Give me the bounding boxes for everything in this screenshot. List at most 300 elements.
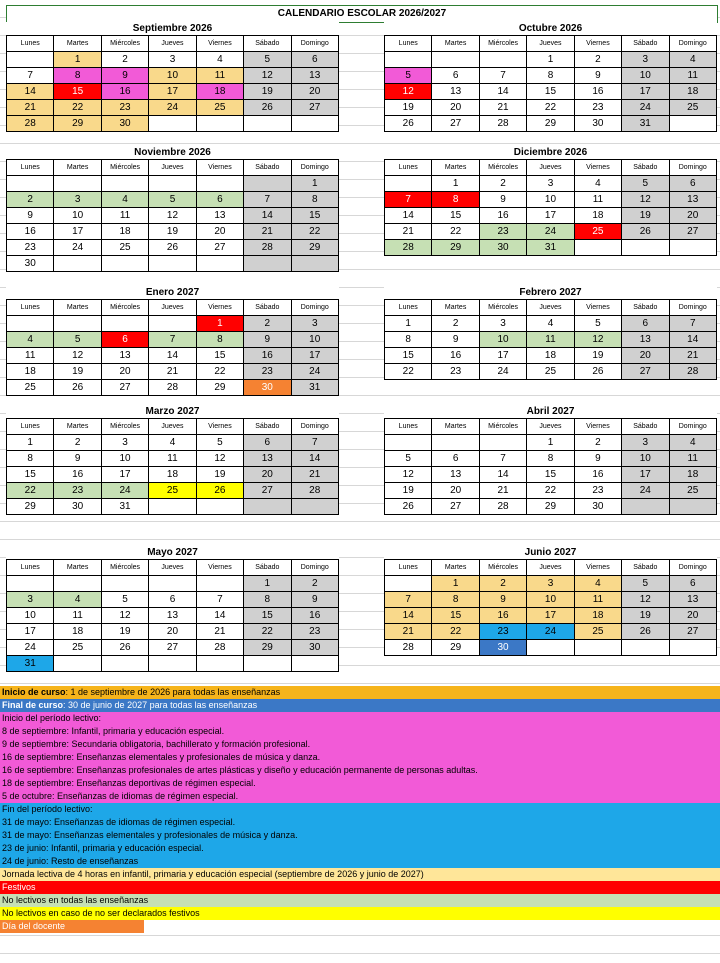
day-cell: 19: [384, 100, 432, 116]
day-cell: 22: [527, 100, 574, 116]
day-cell: [6, 576, 54, 592]
week-row: [6, 364, 339, 380]
day-cell: 13: [149, 608, 196, 624]
legend-item: [0, 829, 720, 842]
day-cell: 19: [197, 467, 244, 483]
weekday-label: Viernes: [197, 419, 244, 435]
weekday-label: Martes: [432, 36, 479, 52]
day-cell: 29: [527, 116, 574, 132]
day-cell: [102, 576, 149, 592]
weekday-label: Lunes: [384, 300, 432, 316]
day-cell: 22: [432, 624, 479, 640]
day-cell: [575, 640, 622, 656]
weekday-label: Martes: [432, 160, 479, 176]
day-cell: 9: [480, 192, 527, 208]
weekday-label: Miércoles: [480, 560, 527, 576]
day-cell: [244, 656, 291, 672]
day-cell: 21: [244, 224, 291, 240]
day-cell: [54, 256, 101, 272]
day-cell: 4: [670, 435, 717, 451]
day-cell: 2: [292, 576, 339, 592]
day-cell: 21: [384, 224, 432, 240]
legend-item-text: Festivos: [2, 882, 36, 892]
day-cell: 22: [384, 364, 432, 380]
weekday-label: Miércoles: [102, 160, 149, 176]
day-cell: 7: [480, 451, 527, 467]
day-cell: 24: [480, 364, 527, 380]
day-cell: 7: [384, 192, 432, 208]
weekday-label: Domingo: [670, 419, 717, 435]
day-cell: 14: [149, 348, 196, 364]
day-cell: 8: [527, 451, 574, 467]
day-cell: 17: [149, 84, 196, 100]
weekday-label: Sábado: [244, 160, 291, 176]
day-cell: 26: [197, 483, 244, 499]
weekday-header: [384, 300, 717, 316]
day-cell: 12: [575, 332, 622, 348]
day-cell: 23: [432, 364, 479, 380]
day-cell: 25: [575, 224, 622, 240]
week-row: [6, 84, 339, 100]
weekday-label: Lunes: [384, 36, 432, 52]
weekday-label: Viernes: [197, 560, 244, 576]
weekday-label: Martes: [432, 300, 479, 316]
week-row: [384, 624, 717, 640]
month-calendar: [384, 405, 717, 515]
weekday-label: Domingo: [292, 300, 339, 316]
week-row: [6, 467, 339, 483]
day-cell: 6: [197, 192, 244, 208]
day-cell: 24: [102, 483, 149, 499]
day-cell: 6: [670, 176, 717, 192]
legend-item: [0, 803, 720, 816]
day-cell: 4: [102, 192, 149, 208]
week-row: [6, 116, 339, 132]
day-cell: 15: [432, 208, 479, 224]
day-cell: 28: [292, 483, 339, 499]
day-cell: 19: [102, 624, 149, 640]
weekday-label: Martes: [432, 419, 479, 435]
day-cell: 20: [102, 364, 149, 380]
weekday-label: Lunes: [384, 560, 432, 576]
day-cell: 10: [54, 208, 101, 224]
day-cell: 18: [527, 348, 574, 364]
day-cell: [6, 316, 54, 332]
day-cell: [197, 576, 244, 592]
day-cell: 23: [102, 100, 149, 116]
day-cell: [670, 499, 717, 515]
day-cell: 14: [384, 208, 432, 224]
day-cell: 25: [527, 364, 574, 380]
week-row: [384, 316, 717, 332]
day-cell: 22: [197, 364, 244, 380]
day-cell: 26: [102, 640, 149, 656]
day-cell: 25: [54, 640, 101, 656]
day-cell: 16: [54, 467, 101, 483]
day-cell: 4: [527, 316, 574, 332]
weekday-label: Martes: [432, 560, 479, 576]
day-cell: 12: [197, 451, 244, 467]
day-cell: [149, 576, 196, 592]
day-cell: 1: [527, 52, 574, 68]
day-cell: 25: [670, 100, 717, 116]
day-cell: 10: [622, 68, 669, 84]
day-cell: 1: [244, 576, 291, 592]
weekday-label: Viernes: [197, 300, 244, 316]
day-cell: 30: [575, 116, 622, 132]
day-cell: 7: [670, 316, 717, 332]
day-cell: 24: [292, 364, 339, 380]
day-cell: [622, 640, 669, 656]
day-cell: 6: [292, 52, 339, 68]
day-cell: 10: [622, 451, 669, 467]
day-cell: 9: [244, 332, 291, 348]
day-cell: 25: [6, 380, 54, 396]
day-cell: 31: [6, 656, 54, 672]
day-cell: 4: [197, 52, 244, 68]
day-cell: 17: [292, 348, 339, 364]
day-cell: 10: [6, 608, 54, 624]
day-cell: 7: [6, 68, 54, 84]
day-cell: [384, 435, 432, 451]
day-cell: 26: [54, 380, 101, 396]
day-cell: 25: [197, 100, 244, 116]
weekday-label: Jueves: [527, 300, 574, 316]
day-cell: 4: [670, 52, 717, 68]
day-cell: 11: [54, 608, 101, 624]
day-cell: 3: [622, 435, 669, 451]
day-cell: 5: [622, 576, 669, 592]
day-cell: 15: [527, 467, 574, 483]
weekday-header: [384, 36, 717, 52]
day-cell: 15: [54, 84, 101, 100]
day-cell: [197, 176, 244, 192]
weekday-label: Viernes: [575, 160, 622, 176]
weekday-label: Domingo: [670, 160, 717, 176]
day-cell: 17: [480, 348, 527, 364]
day-cell: 14: [197, 608, 244, 624]
day-cell: 5: [102, 592, 149, 608]
weekday-label: Sábado: [244, 560, 291, 576]
day-cell: 23: [244, 364, 291, 380]
day-cell: 21: [149, 364, 196, 380]
day-cell: 8: [54, 68, 101, 84]
day-cell: 5: [54, 332, 101, 348]
legend-item: [0, 751, 720, 764]
day-cell: 24: [54, 240, 101, 256]
weekday-label: Jueves: [149, 160, 196, 176]
day-cell: 18: [149, 467, 196, 483]
week-row: [6, 100, 339, 116]
day-cell: 14: [384, 608, 432, 624]
day-cell: 1: [384, 316, 432, 332]
day-cell: 14: [480, 467, 527, 483]
day-cell: 4: [54, 592, 101, 608]
day-cell: 24: [622, 100, 669, 116]
weekday-label: Domingo: [670, 300, 717, 316]
day-cell: 26: [575, 364, 622, 380]
day-cell: 13: [432, 84, 479, 100]
day-cell: 4: [149, 435, 196, 451]
day-cell: 21: [670, 348, 717, 364]
day-cell: 22: [292, 224, 339, 240]
day-cell: 23: [575, 100, 622, 116]
day-cell: 26: [622, 624, 669, 640]
day-cell: 25: [575, 624, 622, 640]
week-row: [6, 435, 339, 451]
day-cell: 16: [292, 608, 339, 624]
day-cell: [622, 240, 669, 256]
weekday-label: Sábado: [622, 560, 669, 576]
day-cell: 28: [244, 240, 291, 256]
day-cell: 19: [149, 224, 196, 240]
day-cell: 8: [432, 192, 479, 208]
day-cell: 18: [197, 84, 244, 100]
day-cell: 20: [432, 483, 479, 499]
day-cell: 22: [432, 224, 479, 240]
weekday-label: Viernes: [575, 36, 622, 52]
weekday-label: Miércoles: [480, 300, 527, 316]
month-title: Diciembre 2026: [384, 146, 717, 160]
weekday-header: [6, 36, 339, 52]
day-cell: [384, 52, 432, 68]
day-cell: [54, 316, 101, 332]
day-cell: 16: [432, 348, 479, 364]
day-cell: 21: [292, 467, 339, 483]
legend-item-text: Jornada lectiva de 4 horas en infantil, primaria y educación especial (septiembre de 2026 y junio de 2027): [2, 869, 424, 879]
day-cell: 20: [670, 208, 717, 224]
week-row: [384, 68, 717, 84]
day-cell: 4: [575, 576, 622, 592]
weekday-label: Jueves: [527, 560, 574, 576]
day-cell: 16: [480, 608, 527, 624]
day-cell: 25: [149, 483, 196, 499]
weekday-label: Sábado: [244, 36, 291, 52]
day-cell: 30: [292, 640, 339, 656]
week-row: [6, 348, 339, 364]
day-cell: 9: [480, 592, 527, 608]
day-cell: 28: [480, 116, 527, 132]
weekday-label: Domingo: [670, 36, 717, 52]
month-title: Enero 2027: [6, 286, 339, 300]
weekday-label: Sábado: [622, 160, 669, 176]
day-cell: [292, 116, 339, 132]
day-cell: 14: [6, 84, 54, 100]
day-cell: 8: [432, 592, 479, 608]
day-cell: 29: [292, 240, 339, 256]
day-cell: 17: [527, 608, 574, 624]
day-cell: [197, 256, 244, 272]
weekday-label: Miércoles: [102, 419, 149, 435]
day-cell: 15: [384, 348, 432, 364]
weekday-label: Viernes: [575, 300, 622, 316]
day-cell: 12: [149, 208, 196, 224]
day-cell: 28: [480, 499, 527, 515]
week-row: [6, 592, 339, 608]
week-row: [6, 256, 339, 272]
week-row: [384, 208, 717, 224]
month-calendar: [6, 146, 339, 272]
day-cell: 9: [102, 68, 149, 84]
day-cell: 18: [102, 224, 149, 240]
day-cell: [480, 52, 527, 68]
week-row: [6, 208, 339, 224]
week-row: [6, 499, 339, 515]
week-row: [384, 224, 717, 240]
legend-item: [0, 907, 720, 920]
day-cell: 12: [244, 68, 291, 84]
weekday-label: Miércoles: [102, 36, 149, 52]
week-row: [6, 451, 339, 467]
weekday-label: Viernes: [197, 160, 244, 176]
day-cell: 20: [432, 100, 479, 116]
day-cell: [149, 499, 196, 515]
day-cell: 2: [480, 176, 527, 192]
day-cell: [197, 499, 244, 515]
day-cell: 26: [244, 100, 291, 116]
day-cell: 1: [432, 176, 479, 192]
day-cell: [384, 176, 432, 192]
legend: [0, 686, 720, 933]
day-cell: 14: [244, 208, 291, 224]
day-cell: 28: [670, 364, 717, 380]
day-cell: 9: [6, 208, 54, 224]
day-cell: 11: [670, 451, 717, 467]
day-cell: 28: [6, 116, 54, 132]
day-cell: 12: [622, 192, 669, 208]
day-cell: 18: [54, 624, 101, 640]
week-row: [384, 592, 717, 608]
day-cell: 3: [6, 592, 54, 608]
day-cell: 21: [480, 100, 527, 116]
day-cell: [197, 656, 244, 672]
day-cell: 15: [244, 608, 291, 624]
legend-item-bold: Inicio de curso: [2, 687, 66, 697]
day-cell: 10: [480, 332, 527, 348]
day-cell: 7: [244, 192, 291, 208]
day-cell: 7: [384, 592, 432, 608]
week-row: [6, 52, 339, 68]
day-cell: 30: [575, 499, 622, 515]
day-cell: 3: [527, 576, 574, 592]
day-cell: 30: [244, 380, 291, 396]
day-cell: 22: [244, 624, 291, 640]
day-cell: 10: [149, 68, 196, 84]
weekday-label: Sábado: [244, 419, 291, 435]
week-row: [6, 224, 339, 240]
day-cell: 5: [384, 68, 432, 84]
day-cell: 27: [432, 499, 479, 515]
day-cell: 10: [102, 451, 149, 467]
weekday-label: Jueves: [149, 36, 196, 52]
day-cell: 9: [54, 451, 101, 467]
day-cell: 27: [670, 224, 717, 240]
day-cell: [575, 240, 622, 256]
day-cell: 29: [527, 499, 574, 515]
day-cell: 15: [6, 467, 54, 483]
day-cell: 24: [622, 483, 669, 499]
legend-item-text: 9 de septiembre: Secundaria obligatoria, bachillerato y formación profesional.: [2, 739, 311, 749]
day-cell: 18: [670, 467, 717, 483]
day-cell: 3: [102, 435, 149, 451]
day-cell: 1: [197, 316, 244, 332]
legend-item-text: : 30 de junio de 2027 para todas las enseñanzas: [63, 700, 258, 710]
weekday-label: Martes: [54, 160, 101, 176]
legend-item: [0, 842, 720, 855]
legend-item-text: 5 de octubre: Enseñanzas de idiomas de régimen especial.: [2, 791, 239, 801]
legend-item-text: Inicio del período lectivo:: [2, 713, 102, 723]
week-row: [6, 316, 339, 332]
day-cell: 1: [292, 176, 339, 192]
day-cell: 13: [292, 68, 339, 84]
day-cell: [54, 656, 101, 672]
day-cell: 15: [197, 348, 244, 364]
month-title: Febrero 2027: [384, 286, 717, 300]
week-row: [384, 192, 717, 208]
weekday-label: Martes: [54, 300, 101, 316]
month-title: Marzo 2027: [6, 405, 339, 419]
week-row: [384, 467, 717, 483]
month-title: Septiembre 2026: [6, 22, 339, 36]
day-cell: 24: [527, 224, 574, 240]
weekday-label: Miércoles: [102, 560, 149, 576]
day-cell: 11: [575, 192, 622, 208]
legend-item-text: Día del docente: [2, 921, 66, 931]
weekday-header: [6, 300, 339, 316]
day-cell: 17: [622, 84, 669, 100]
week-row: [384, 499, 717, 515]
day-cell: 19: [575, 348, 622, 364]
legend-item-text: 31 de mayo: Enseñanzas elementales y profesionales de música y danza.: [2, 830, 298, 840]
month-title: Noviembre 2026: [6, 146, 339, 160]
day-cell: [244, 499, 291, 515]
day-cell: 20: [149, 624, 196, 640]
week-row: [384, 100, 717, 116]
day-cell: 22: [527, 483, 574, 499]
day-cell: 28: [197, 640, 244, 656]
day-cell: 23: [6, 240, 54, 256]
day-cell: [622, 499, 669, 515]
day-cell: 23: [54, 483, 101, 499]
day-cell: 17: [527, 208, 574, 224]
day-cell: 1: [432, 576, 479, 592]
day-cell: 6: [149, 592, 196, 608]
legend-item-text: 16 de septiembre: Enseñanzas elementales y profesionales de música y danza.: [2, 752, 321, 762]
weekday-label: Jueves: [149, 560, 196, 576]
week-row: [384, 435, 717, 451]
legend-item-text: 24 de junio: Resto de enseñanzas: [2, 856, 139, 866]
weekday-header: [6, 160, 339, 176]
weekday-label: Jueves: [527, 160, 574, 176]
weekday-label: Viernes: [197, 36, 244, 52]
day-cell: 28: [384, 240, 432, 256]
day-cell: 26: [149, 240, 196, 256]
day-cell: 30: [480, 640, 527, 656]
weekday-label: Viernes: [575, 560, 622, 576]
day-cell: 13: [670, 592, 717, 608]
day-cell: 15: [292, 208, 339, 224]
day-cell: 21: [197, 624, 244, 640]
day-cell: 10: [527, 592, 574, 608]
day-cell: 29: [197, 380, 244, 396]
weekday-label: Lunes: [384, 419, 432, 435]
day-cell: 31: [622, 116, 669, 132]
month-title: Octubre 2026: [384, 22, 717, 36]
legend-item: [0, 686, 720, 699]
day-cell: 31: [102, 499, 149, 515]
day-cell: 1: [527, 435, 574, 451]
week-row: [384, 116, 717, 132]
